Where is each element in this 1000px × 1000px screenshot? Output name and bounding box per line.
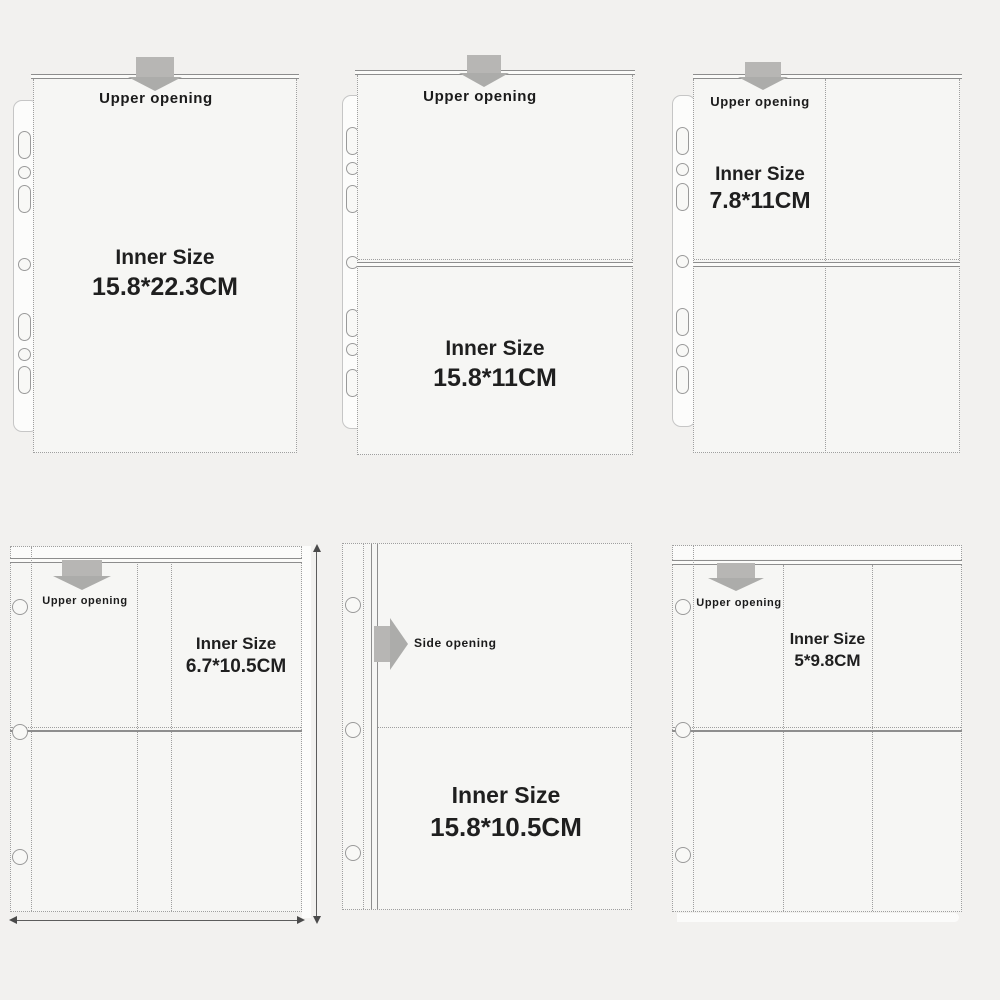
binder-hole-oval bbox=[676, 366, 689, 394]
pocket-divider-dotted bbox=[378, 727, 631, 728]
binder-hole-round bbox=[676, 255, 689, 268]
inner-size-label: Inner Size bbox=[451, 782, 561, 808]
inner-size-label: Inner Size bbox=[715, 164, 805, 185]
hole-strip-divider bbox=[363, 544, 364, 909]
measure-arrow-down-icon bbox=[313, 916, 321, 924]
binder-hole-round bbox=[345, 597, 361, 613]
binder-hole-oval bbox=[676, 127, 689, 155]
inner-size-label: Inner Size bbox=[115, 246, 215, 269]
inner-size-label: Inner Size bbox=[445, 337, 545, 360]
binder-hole-round bbox=[18, 258, 31, 271]
binder-hole-round bbox=[675, 847, 691, 863]
side-seam-line bbox=[371, 544, 372, 909]
page-top-band bbox=[11, 547, 301, 558]
binder-hole-oval bbox=[18, 131, 31, 159]
panel-6-pocket-page bbox=[660, 535, 1000, 935]
pocket-divider-seam bbox=[693, 262, 960, 267]
pocket-column-divider bbox=[171, 564, 172, 911]
down-arrow-tip-icon bbox=[459, 73, 509, 87]
binder-hole-oval bbox=[18, 313, 31, 341]
opening-label: Side opening bbox=[414, 636, 497, 650]
pocket-divider-dotted bbox=[358, 259, 632, 260]
binder-hole-round bbox=[345, 845, 361, 861]
down-arrow-icon bbox=[62, 560, 102, 576]
pocket-column-divider bbox=[783, 565, 784, 911]
binder-hole-oval bbox=[18, 185, 31, 213]
opening-label: Upper opening bbox=[710, 94, 810, 109]
binder-hole-round bbox=[675, 722, 691, 738]
page-top-seam bbox=[693, 74, 962, 79]
right-arrow-icon bbox=[374, 626, 390, 662]
binder-hole-oval bbox=[18, 366, 31, 394]
pocket-divider-seam bbox=[672, 730, 962, 732]
pocket-divider-dotted bbox=[11, 727, 301, 728]
panel-2-pocket-side-page bbox=[340, 535, 640, 935]
binder-hole-round bbox=[18, 166, 31, 179]
panel-1-pocket-page bbox=[0, 40, 340, 470]
page-bottom-edge bbox=[677, 913, 959, 922]
pocket-column-divider bbox=[137, 564, 138, 911]
pocket-divider-seam bbox=[357, 262, 633, 267]
opening-label: Upper opening bbox=[423, 88, 537, 105]
binder-hole-oval bbox=[676, 308, 689, 336]
down-arrow-icon bbox=[717, 563, 755, 578]
pocket-column-divider bbox=[872, 565, 873, 911]
inner-size-value: 7.8*11CM bbox=[709, 187, 811, 213]
measure-arrow-right-icon bbox=[297, 916, 305, 924]
binder-hole-round bbox=[12, 849, 28, 865]
pocket-divider-dotted bbox=[694, 259, 959, 260]
binder-hole-round bbox=[18, 348, 31, 361]
binder-hole-round bbox=[12, 724, 28, 740]
inner-size-value: 5*9.8CM bbox=[794, 651, 861, 670]
down-arrow-icon bbox=[467, 55, 501, 73]
binder-hole-round bbox=[676, 344, 689, 357]
pocket-divider-seam bbox=[10, 730, 302, 732]
right-arrow-tip-icon bbox=[390, 618, 408, 670]
down-arrow-tip-icon bbox=[53, 576, 111, 590]
down-arrow-icon bbox=[745, 62, 781, 77]
inner-size-value: 15.8*11CM bbox=[433, 364, 557, 392]
opening-label: Upper opening bbox=[42, 595, 128, 607]
inner-size-value: 15.8*10.5CM bbox=[430, 812, 582, 842]
opening-label: Upper opening bbox=[696, 597, 782, 609]
down-arrow-tip-icon bbox=[128, 77, 182, 91]
binder-hole-round bbox=[345, 722, 361, 738]
panel-2-pocket-page bbox=[340, 40, 640, 470]
height-measure-line bbox=[316, 549, 317, 917]
inner-size-value: 6.7*10.5CM bbox=[185, 656, 287, 677]
page-top-seam bbox=[10, 558, 302, 563]
binder-hole-round bbox=[676, 163, 689, 176]
measure-arrow-up-icon bbox=[313, 544, 321, 552]
page-edge-highlight bbox=[302, 546, 311, 918]
down-arrow-icon bbox=[136, 57, 174, 77]
page-top-seam bbox=[672, 560, 962, 565]
opening-label: Upper opening bbox=[99, 90, 213, 107]
measure-arrow-left-icon bbox=[9, 916, 17, 924]
binder-hole-oval bbox=[676, 183, 689, 211]
inner-size-label: Inner Size bbox=[789, 631, 866, 648]
inner-size-label: Inner Size bbox=[195, 634, 277, 653]
down-arrow-tip-icon bbox=[708, 578, 764, 591]
down-arrow-tip-icon bbox=[738, 77, 788, 90]
panel-4-pocket-small-page bbox=[0, 535, 340, 935]
width-measure-line bbox=[14, 920, 300, 921]
pocket-divider-dotted bbox=[673, 727, 961, 728]
inner-size-value: 15.8*22.3CM bbox=[92, 273, 238, 301]
panel-4-pocket-page bbox=[660, 40, 1000, 470]
page-top-band bbox=[673, 546, 961, 559]
